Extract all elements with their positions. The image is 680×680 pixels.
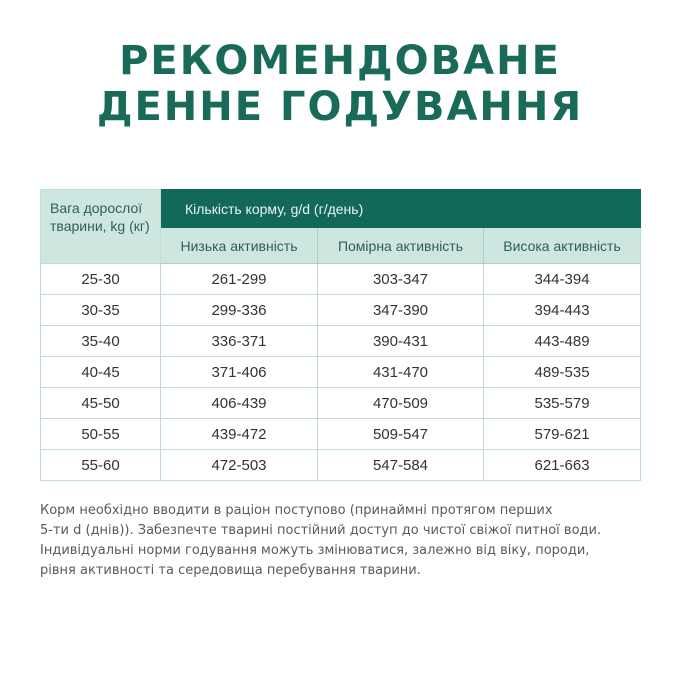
moderate-activity-cell: 431-470 — [318, 357, 484, 388]
table-row — [41, 450, 641, 481]
weight-cell: 40-45 — [41, 357, 161, 388]
amount-header: Кількість корму, g/d (г/день) — [161, 190, 641, 228]
table-row — [41, 357, 641, 388]
high-activity-cell: 489-535 — [484, 357, 641, 388]
weight-cell: 30-35 — [41, 295, 161, 326]
high-activity-cell: 394-443 — [484, 295, 641, 326]
weight-cell: 35-40 — [41, 326, 161, 357]
weight-cell: 50-55 — [41, 419, 161, 450]
low-activity-cell: 439-472 — [161, 419, 318, 450]
low-activity-cell: 336-371 — [161, 326, 318, 357]
moderate-activity-cell: 509-547 — [318, 419, 484, 450]
table-row — [41, 326, 641, 357]
high-activity-header: Висока активність — [484, 228, 641, 264]
moderate-activity-cell: 390-431 — [318, 326, 484, 357]
moderate-activity-cell: 547-584 — [318, 450, 484, 481]
high-activity-cell: 579-621 — [484, 419, 641, 450]
note-line: рівня активності та середовища перебування тварини. — [40, 563, 421, 578]
feeding-note — [40, 501, 650, 581]
low-activity-cell: 371-406 — [161, 357, 318, 388]
table-row — [41, 419, 641, 450]
low-activity-cell: 406-439 — [161, 388, 318, 419]
note-line: Корм необхідно вводити в раціон поступово (принаймні протягом перших — [40, 503, 553, 518]
low-activity-cell: 472-503 — [161, 450, 318, 481]
feeding-table — [40, 189, 641, 481]
high-activity-cell: 621-663 — [484, 450, 641, 481]
title-line-1: РЕКОМЕНДОВАНЕ — [119, 38, 561, 84]
table-row — [41, 388, 641, 419]
high-activity-cell: 535-579 — [484, 388, 641, 419]
table-row — [41, 264, 641, 295]
weight-cell: 45-50 — [41, 388, 161, 419]
note-line: 5-ти d (днів)). Забезпечте тварині постійний доступ до чистої свіжої питної води. — [40, 523, 602, 538]
moderate-activity-cell: 303-347 — [318, 264, 484, 295]
low-activity-header: Низька активність — [161, 228, 318, 264]
weight-cell: 55-60 — [41, 450, 161, 481]
high-activity-cell: 443-489 — [484, 326, 641, 357]
page-title — [0, 38, 680, 130]
high-activity-cell: 344-394 — [484, 264, 641, 295]
low-activity-cell: 299-336 — [161, 295, 318, 326]
title-line-2: ДЕННЕ ГОДУВАННЯ — [96, 84, 584, 130]
weight-header: Вага дорослої тварини, kg (кг) — [41, 190, 161, 264]
low-activity-cell: 261-299 — [161, 264, 318, 295]
moderate-activity-cell: 470-509 — [318, 388, 484, 419]
moderate-activity-cell: 347-390 — [318, 295, 484, 326]
note-line: Індивідуальні норми годування можуть змінюватися, залежно від віку, породи, — [40, 543, 590, 558]
moderate-activity-header: Помірна активність — [318, 228, 484, 264]
weight-cell: 25-30 — [41, 264, 161, 295]
table-row — [41, 295, 641, 326]
